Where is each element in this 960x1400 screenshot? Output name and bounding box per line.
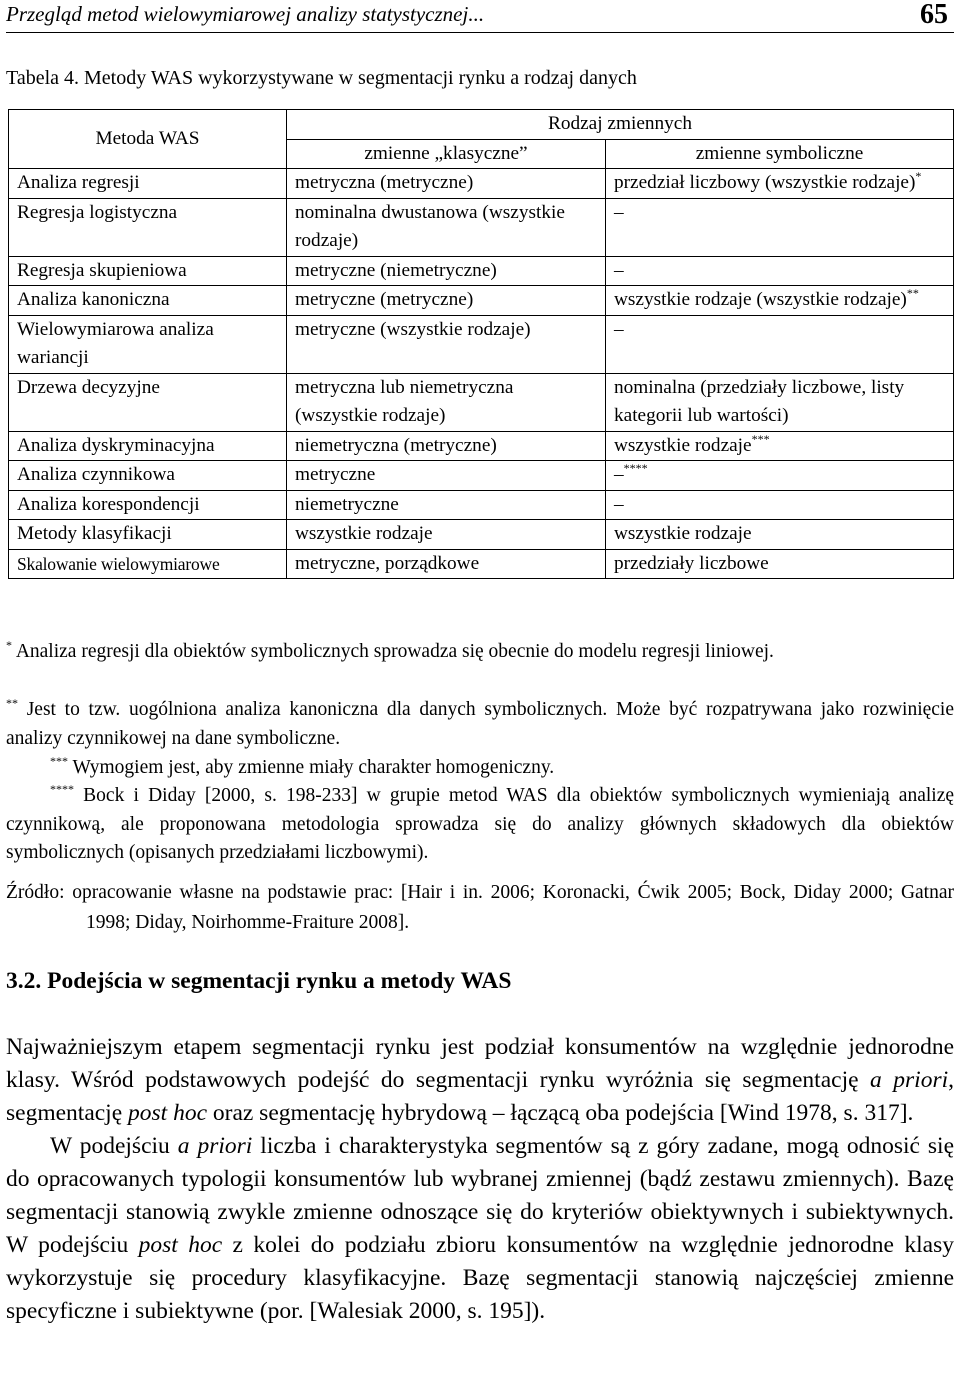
emphasis: a priori: [177, 1133, 253, 1159]
footnote-1: [6, 638, 954, 667]
footnote-mark: ***: [50, 754, 68, 768]
cell-symbolic: nominalna (przedziały liczbowe, listy kategorii lub wartości): [606, 373, 954, 431]
cell-method: Regresja logistyczna: [9, 198, 287, 256]
cell-symbolic: –: [606, 490, 954, 520]
paragraph-1: [6, 1031, 954, 1130]
text-run: , segmentację: [6, 1067, 954, 1126]
footnote-mark: *: [6, 638, 12, 652]
symbolic-text: –: [614, 464, 624, 485]
paragraph-2: [6, 1130, 954, 1328]
methods-table: [8, 109, 954, 579]
cell-method: Metody klasyfikacji: [9, 520, 287, 550]
text-run: Najważniejszym etapem segmentacji rynku jest podział konsumentów na względnie jednorodne klasy. Wśród podstawowych podejść do segmentacji rynku wyróżnia się segmentację: [6, 1034, 954, 1093]
cell-symbolic: wszystkie rodzaje: [606, 520, 954, 550]
cell-method: Analiza kanoniczna: [9, 286, 287, 316]
table-row: [9, 520, 954, 550]
footnote-2: [6, 696, 954, 753]
text-run: z kolei do podziału zbioru konsumentów na względnie jednorodne klasy wykorzystuje się procedury klasyfikacyjne. Bazę segmentacji stanowią najczęściej zmienne specyficzne i subiektywne (por. [Walesiak 2000, s. 195]).: [6, 1232, 954, 1324]
footnote-text: Wymogiem jest, aby zmienne miały charakter homogeniczny.: [72, 757, 555, 778]
table-header-row: [9, 110, 954, 140]
section-heading: [6, 966, 511, 996]
text-run: W podejściu: [50, 1133, 178, 1159]
footnote-mark: ****: [623, 461, 648, 475]
table-row: [9, 169, 954, 199]
cell-method: Skalowanie wielowymiarowe: [9, 549, 287, 579]
table-row: [9, 286, 954, 316]
running-head-title: Przegląd metod wielowymiarowej analizy statystycznej...: [6, 2, 485, 26]
header-symbolic-variables: zmienne symboliczne: [606, 139, 954, 169]
cell-method: Drzewa decyzyjne: [9, 373, 287, 431]
cell-classic: metryczna (metryczne): [287, 169, 606, 199]
table-row: [9, 198, 954, 256]
footnote-mark: *: [915, 169, 922, 183]
table-row: [9, 431, 954, 461]
cell-symbolic: –: [606, 198, 954, 256]
cell-classic: wszystkie rodzaje: [287, 520, 606, 550]
footnote-mark: **: [6, 696, 18, 710]
text-run: oraz segmentację hybrydową – łączącą oba podejścia [Wind 1978, s. 317].: [207, 1100, 914, 1126]
emphasis: post hoc: [138, 1232, 223, 1258]
footnote-text: Jest to tzw. uogólniona analiza kanoniczna dla danych symbolicznych. Może być rozpatrywana jako rozwinięcie analizy czynnikowej na dane symboliczne.: [6, 699, 954, 749]
cell-classic: niemetryczna (metryczne): [287, 431, 606, 461]
cell-classic: metryczne: [287, 461, 606, 491]
header-classic-variables: zmienne „klasyczne”: [287, 139, 606, 169]
footnote-3: [6, 754, 954, 783]
symbolic-text: przedział liczbowy (wszystkie rodzaje): [614, 172, 916, 193]
symbolic-text: wszystkie rodzaje: [614, 434, 752, 456]
table-row: [9, 490, 954, 520]
cell-classic: metryczna lub niemetryczna (wszystkie rodzaje): [287, 373, 606, 431]
running-head: [6, 2, 954, 33]
table-row: [9, 315, 954, 373]
cell-classic: metryczne, porządkowe: [287, 549, 606, 579]
cell-classic: niemetryczne: [287, 490, 606, 520]
cell-symbolic: –: [606, 315, 954, 373]
header-method: Metoda WAS: [9, 110, 287, 169]
cell-symbolic: [606, 286, 954, 316]
table-row: [9, 461, 954, 491]
footnote-4: [6, 782, 954, 868]
section-title: Podejścia w segmentacji rynku a metody WAS: [47, 968, 512, 994]
cell-symbolic: –: [606, 256, 954, 286]
header-variable-types: Rodzaj zmiennych: [287, 110, 954, 140]
cell-method: Analiza czynnikowa: [9, 461, 287, 491]
emphasis: a priori: [870, 1067, 949, 1093]
emphasis: post hoc: [128, 1100, 207, 1126]
cell-method: Analiza dyskryminacyjna: [9, 431, 287, 461]
footnote-mark: **: [906, 286, 919, 300]
cell-symbolic: [606, 461, 954, 491]
cell-method: Wielowymiarowa analiza wariancji: [9, 315, 287, 373]
cell-method: Analiza korespondencji: [9, 490, 287, 520]
table-row: [9, 256, 954, 286]
text-run: liczba i charakterystyka segmentów są z góry zadane, mogą odnosić się do opracowanych typologii konsumentów lub wybranej zmiennej (bądź zestawu zmiennych). Bazę segmentacji stanowią zwykle zmienne odnoszące się do kryteriów obiektywnych i subiektywnych. W podejściu: [6, 1133, 954, 1258]
body-text: [6, 1031, 954, 1328]
cell-classic: metryczne (wszystkie rodzaje): [287, 315, 606, 373]
cell-symbolic: [606, 431, 954, 461]
table-caption: Tabela 4. Metody WAS wykorzystywane w segmentacji rynku a rodzaj danych: [6, 67, 637, 89]
table-row: [9, 549, 954, 579]
source-note: Źródło: opracowanie własne na podstawie prac: [Hair i in. 2006; Koronacki, Ćwik 2005; Bock, Diday 2000; Gatnar 1998; Diday, Noirhomme-Fraiture 2008].: [6, 882, 954, 933]
cell-symbolic: przedziały liczbowe: [606, 549, 954, 579]
cell-classic: metryczne (niemetryczne): [287, 256, 606, 286]
cell-classic: nominalna dwustanowa (wszystkie rodzaje): [287, 198, 606, 256]
cell-symbolic: [606, 169, 954, 199]
cell-method: Regresja skupieniowa: [9, 256, 287, 286]
table-row: [9, 373, 954, 431]
cell-classic: metryczne (metryczne): [287, 286, 606, 316]
cell-method: Analiza regresji: [9, 169, 287, 199]
footnote-mark: ***: [751, 431, 770, 446]
footnote-text: Analiza regresji dla obiektów symbolicznych sprowadza się obecnie do modelu regresji liniowej.: [15, 641, 774, 662]
symbolic-text: wszystkie rodzaje (wszystkie rodzaje): [614, 289, 907, 310]
footnote-mark: ****: [50, 782, 74, 796]
section-number: 3.2.: [6, 968, 42, 994]
footnote-text: Bock i Diday [2000, s. 198-233] w grupie metod WAS dla obiektów symbolicznych wymieniają analizę czynnikową, ale proponowana metodologia sprowadza się do analizy głównych składowych dla obiektów symbolicznych (opisanych przedziałami liczbowymi).: [6, 785, 955, 863]
page-number: 65: [920, 0, 948, 30]
